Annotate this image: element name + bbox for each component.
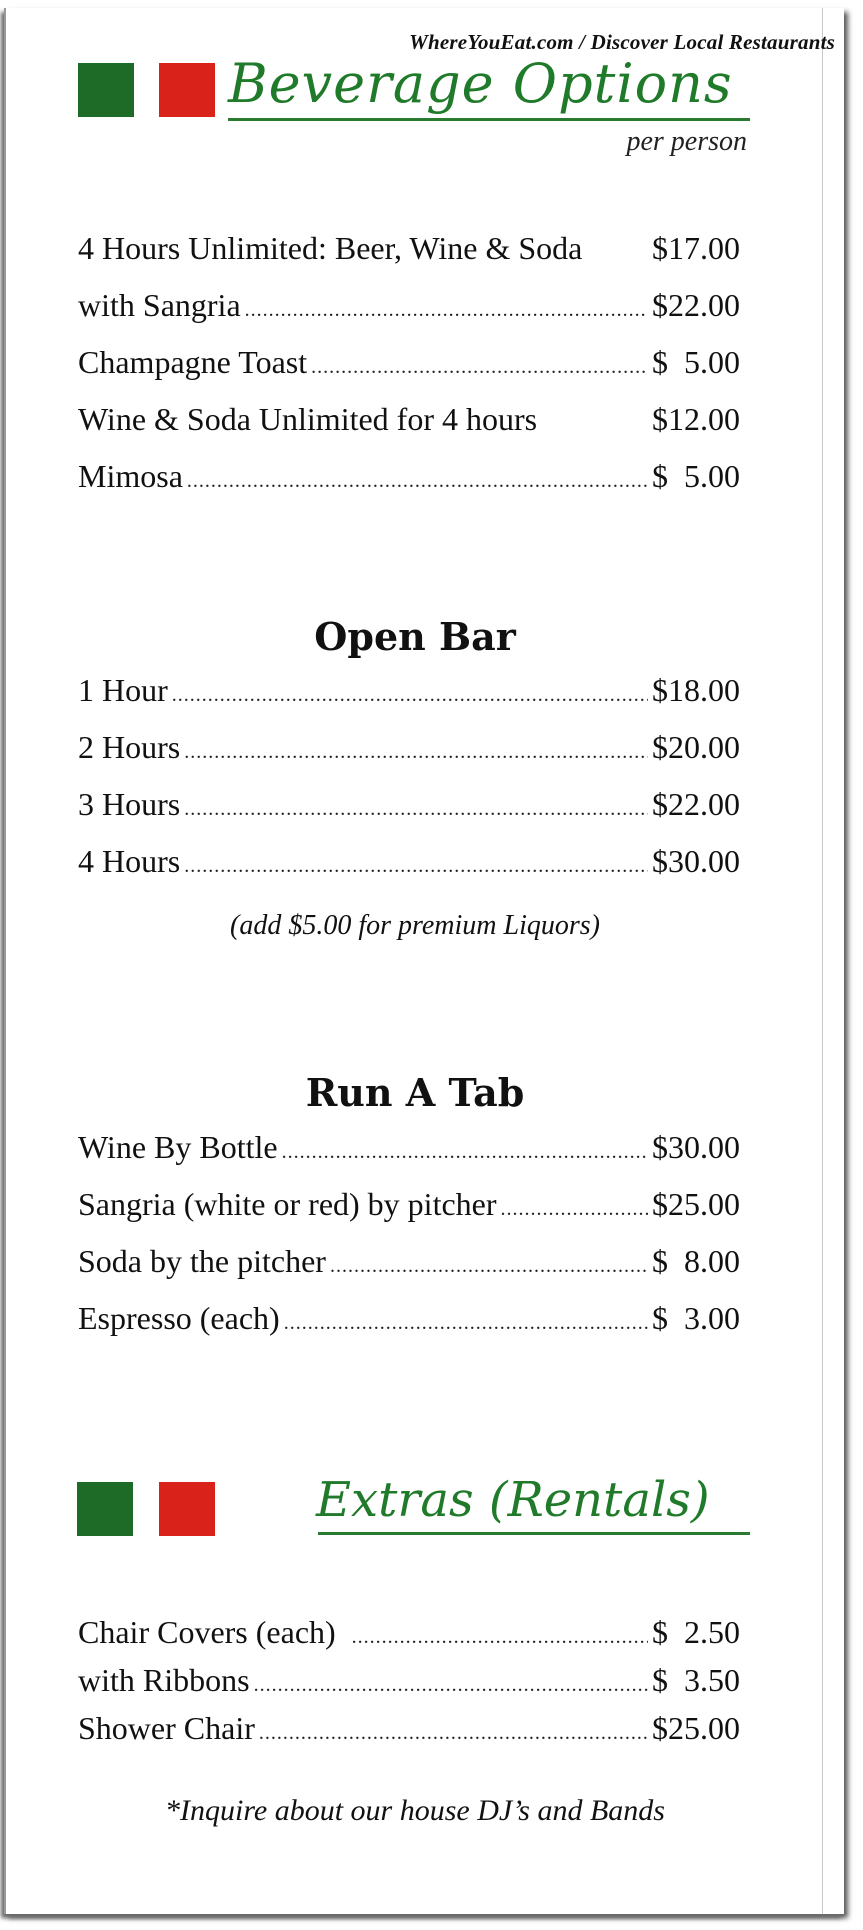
item-name: Chair Covers (each) [78,1614,336,1650]
item-price: $ 5.00 [652,458,740,494]
open-bar-heading: Open Bar [314,614,516,659]
dot-leader [184,798,648,821]
item-name: Wine By Bottle [78,1129,278,1165]
item-name: Sangria (white or red) by pitcher [78,1186,497,1222]
site-watermark: WhereYouEat.com / Discover Local Restaurants [409,30,835,54]
dot-leader [187,470,648,493]
item-price: $22.00 [652,786,740,822]
item-name: Soda by the pitcher [78,1243,326,1279]
item-name: with Ribbons [78,1662,250,1698]
list-item [78,230,740,287]
item-name: Shower Chair [78,1710,255,1746]
list-item [78,1243,740,1300]
dot-leader [311,356,648,379]
item-name: Wine & Soda Unlimited for 4 hours [78,401,538,437]
item-name: 1 Hour [78,672,168,708]
item-price: $22.00 [652,287,740,323]
list-item [78,344,740,401]
item-price: $ 3.00 [652,1300,740,1336]
list-item [78,458,740,515]
list-item [78,729,740,786]
title-underline [318,1532,750,1535]
dot-leader [184,741,648,764]
item-price: $30.00 [652,843,740,879]
run-a-tab-heading: Run A Tab [305,1070,525,1115]
item-name: Champagne Toast [78,344,308,380]
open-bar-list [78,672,740,900]
item-price: $25.00 [652,1710,740,1746]
item-name: Mimosa [78,458,183,494]
item-name: 3 Hours [78,786,181,822]
item-name: 4 Hours Unlimited: Beer, Wine & Soda [78,230,583,266]
item-price: $17.00 [652,230,740,266]
title-underline [228,118,750,121]
beverage-options-list [78,230,740,515]
item-name: with Sangria [78,287,241,323]
list-item [78,786,740,843]
list-item [78,1662,740,1710]
list-item [78,401,740,458]
italian-flag-green-block [77,1482,133,1536]
dj-bands-note: *Inquire about our house DJ’s and Bands [165,1794,665,1827]
item-price: $ 2.50 [652,1614,740,1650]
italian-flag-green-block [78,63,134,117]
list-item [78,1186,740,1243]
premium-liquor-note: (add $5.00 for premium Liquors) [230,910,600,941]
run-a-tab-list [78,1129,740,1357]
item-price: $20.00 [652,729,740,765]
dot-leader [330,1255,648,1278]
list-item [78,1129,740,1186]
list-item [78,1614,740,1662]
page-subtitle: per person [626,126,747,157]
list-item [78,1710,740,1758]
item-name: 4 Hours [78,843,181,879]
list-item [78,672,740,729]
item-price: $ 3.50 [652,1662,740,1698]
page-fold-line [822,8,823,1914]
italian-flag-red-block [159,1482,215,1536]
italian-flag-red-block [159,63,215,117]
dot-leader [172,684,648,707]
dot-leader [254,1674,648,1697]
extras-title: Extras (Rentals) [316,1472,710,1528]
page-title: Beverage Options [228,52,733,115]
dot-leader [245,299,648,322]
item-price: $25.00 [652,1186,740,1222]
item-price: $18.00 [652,672,740,708]
item-price: $ 8.00 [652,1243,740,1279]
dot-leader [352,1626,648,1649]
dot-leader [501,1198,648,1221]
list-item [78,287,740,344]
dot-leader [184,855,648,878]
item-price: $12.00 [652,401,740,437]
item-price: $ 5.00 [652,344,740,380]
dot-leader [284,1312,648,1335]
dot-leader [282,1141,648,1164]
item-price: $30.00 [652,1129,740,1165]
item-name: Espresso (each) [78,1300,280,1336]
item-name: 2 Hours [78,729,181,765]
list-item [78,843,740,900]
list-item [78,1300,740,1357]
dot-leader [259,1722,648,1745]
extras-list [78,1614,740,1758]
